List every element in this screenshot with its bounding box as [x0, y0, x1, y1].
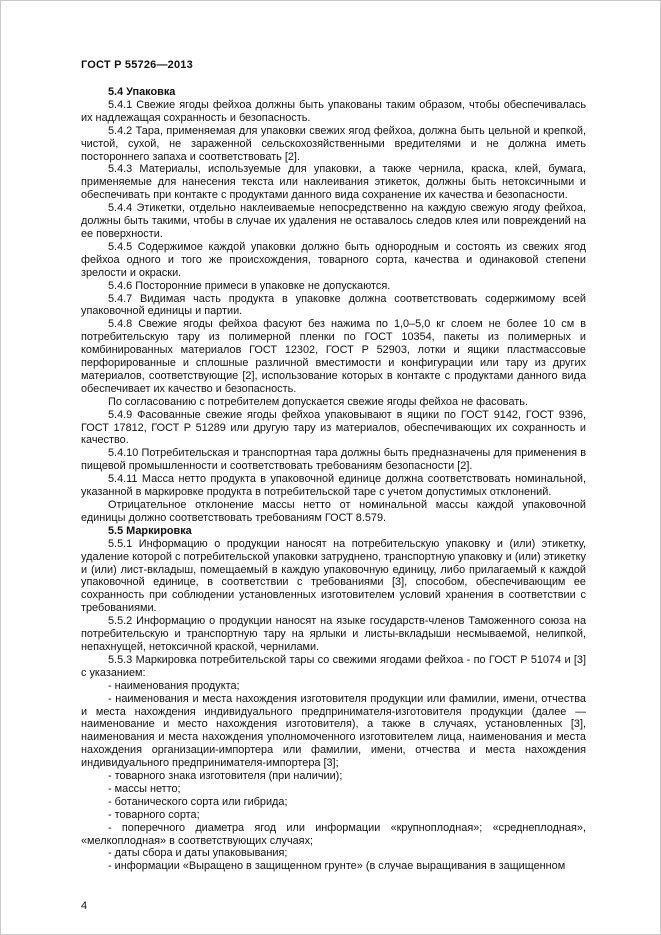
- section-heading: 5.4 Упаковка: [108, 86, 176, 98]
- list-item: - информации «Выращено в защищенном грунте» (в случае выращивания в защищенном: [108, 860, 566, 873]
- paragraph: 5.5.1 Информацию о продукции наносят на потребительскую упаковку и (или) этикетку, удаление которой с потребительской упаковки затруднено, транспортную упаковку и (или) этикетку и (или) лист-вкладыш, помещаемый в каждую упаковочную единицу, либо прилагаемый к каждой упаковочной единице, в соответствии с требованиями [3], способом, обеспечивающим ее сохранность при соблюдении установленных изготовителем условий хранения в соответствии с требованиями.: [81, 537, 586, 615]
- paragraph: 5.4.4 Этикетки, отдельно наклеиваемые непосредственно на каждую свежую ягоду фейхоа, должны быть такими, чтобы в случае их удаления не оставалось следов клея или повреждений на ее поверхности.: [81, 202, 586, 240]
- paragraph: 5.4.11 Масса нетто продукта в упаковочной единице должна соответствовать номинальной, указанной в маркировке продукта в потребительской таре с учетом допустимых отклонений.: [81, 473, 586, 499]
- paragraph: 5.4.5 Содержимое каждой упаковки должно быть однородным и состоять из свежих ягод фейхоа одного и того же происхождения, товарного сорта, качества и одинаковой степени зрелости и окраски.: [81, 240, 586, 279]
- paragraph: По согласованию с потребителем допускается свежие ягоды фейхоа не фасовать.: [108, 395, 528, 408]
- list-item: - наименования и места нахождения изготовителя продукции или фамилии, имени, отчества и места нахождения индивидуального предпринимателя-изготовителя продукции (далее — наименование и место нахождения изготовителя), а также в случаях, установленных [3], наименования и места нахождения уполномоченного изготовителем лица, наименования и места нахождения организации-импортера или фамилии, имени, отчества и места нахождения индивидуального предпринимателя-импортера [3];: [81, 692, 586, 770]
- paragraph: 5.4.3 Материалы, используемые для упаковки, а также чернила, краска, клей, бумага, применяемые для нанесения текста или наклеивания этикеток, должны быть нетоксичными и обеспечивать при контакте с продуктами данного вида сохранение их качества и безопасности.: [81, 163, 586, 202]
- paragraph: 5.4.7 Видимая часть продукта в упаковке должна соответствовать содержимому всей упаковочной единицы и партии.: [81, 292, 586, 318]
- document-content: [81, 86, 586, 884]
- paragraph: 5.4.2 Тара, применяемая для упаковки свежих ягод фейхоа, должна быть цельной и крепкой, чистой, сухой, не зараженной сельскохозяйственными вредителями и не должна иметь постороннего запаха и соответствовать [2].: [81, 124, 586, 163]
- paragraph: 5.4.6 Посторонние примеси в упаковке не допускаются.: [108, 279, 391, 292]
- paragraph: 5.5.2 Информацию о продукции наносят на языке государств-членов Таможенного союза на потребительскую и транспортную тару на ярлыки и листы-вкладыши несмываемой, нелипкой, непахнущей, нетоксичной краской, чернилами.: [81, 615, 586, 653]
- section-heading: 5.5 Маркировка: [108, 524, 192, 537]
- list-item: - массы нетто;: [108, 782, 181, 795]
- document-number: ГОСТ Р 55726—2013: [81, 59, 193, 71]
- list-item: - ботанического сорта или гибрида;: [108, 795, 288, 808]
- paragraph: 5.4.1 Свежие ягоды фейхоа должны быть упакованы таким образом, чтобы обеспечивалась их надлежащая сохранность и безопасность.: [81, 98, 586, 124]
- list-item: - даты сбора и даты упаковывания;: [108, 847, 288, 860]
- list-item: - наименования продукта;: [108, 679, 240, 692]
- list-item: - поперечного диаметра ягод или информации «крупноплодная»; «среднеплодная», «мелкоплодная» в соответствующих случаях;: [81, 821, 586, 847]
- paragraph: 5.4.9 Фасованные свежие ягоды фейхоа упаковывают в ящики по ГОСТ 9142, ГОСТ 9396, ГОСТ 17812, ГОСТ Р 51289 или другую тару из материалов, обеспечивающих их сохранность и качество.: [81, 408, 586, 447]
- list-item: - товарного знака изготовителя (при наличии);: [108, 770, 343, 783]
- paragraph: Отрицательное отклонение массы нетто от номинальной массы каждой упаковочной единицы должно соответствовать требованиям ГОСТ 8.579.: [81, 499, 586, 524]
- list-item: - товарного сорта;: [108, 808, 200, 821]
- paragraph: 5.4.10 Потребительская и транспортная тара должны быть предназначены для применения в пищевой промышленности и соответствовать требованиям безопасности [2].: [81, 447, 586, 473]
- page-number: 4: [81, 900, 88, 912]
- paragraph: 5.4.8 Свежие ягоды фейхоа фасуют без нажима по 1,0–5,0 кг слоем не более 10 см в потребительскую тару из полимерной пленки по ГОСТ 10354, пакеты из полимерных и комбинированных материалов ГОСТ 12302, ГОСТ Р 52903, лотки и ящики пластмассовые перфорированные и сплошные различной вместимости и конфигурации или тару из других материалов, соответствующие [2], использование которых в контакте с продуктами данного вида обеспечивает их качество и безопасность.: [81, 318, 586, 395]
- paragraph: 5.5.3 Маркировка потребительской тары со свежими ягодами фейхоа - по ГОСТ Р 51074 и [3] с указанием:: [81, 653, 586, 679]
